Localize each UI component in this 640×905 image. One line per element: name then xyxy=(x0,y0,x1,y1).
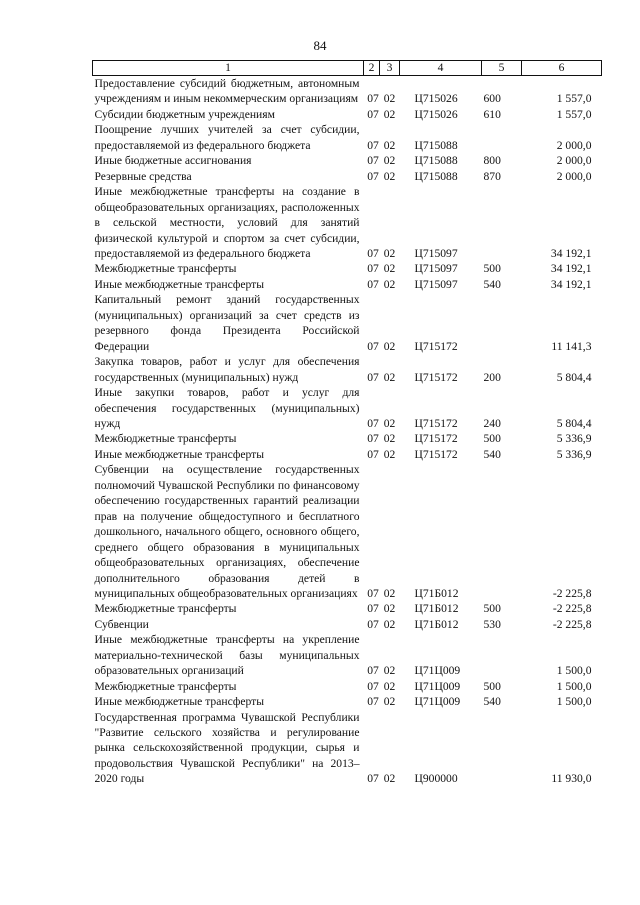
row-amount: 2 000,0 xyxy=(556,138,592,152)
row-expense-type: 500 xyxy=(483,602,501,616)
row-expense-type: 540 xyxy=(483,447,501,461)
row-target-article: Ц715172 xyxy=(414,370,458,384)
row-subsection: 02 xyxy=(383,617,396,631)
row-name: Субвенции xyxy=(94,617,149,631)
table-header xyxy=(93,61,602,76)
row-name: Межбюджетные трансферты xyxy=(94,262,237,276)
table-row xyxy=(93,710,602,787)
row-name: Закупка товаров, работ и услуг для обеспечения государственных (муниципальных) нужд xyxy=(94,355,360,384)
row-expense-type: 500 xyxy=(483,679,501,693)
row-target-article: Ц71Б012 xyxy=(414,617,459,631)
table-row xyxy=(93,292,602,354)
row-name: Государственная программа Чувашской Республики "Развитие сельского хозяйства и регулирование рынка сельскохозяйственной продукции, сырья и продовольствия Чувашской Республики" на 2013–2020 годы xyxy=(94,710,360,786)
row-name: Межбюджетные трансферты xyxy=(94,432,237,446)
row-amount: 5 804,4 xyxy=(556,416,592,430)
row-expense-type: 870 xyxy=(483,169,501,183)
row-name: Поощрение лучших учителей за счет субсидии, предоставляемой из федерального бюджета xyxy=(94,123,360,152)
row-target-article: Ц715172 xyxy=(414,416,458,430)
row-section: 07 xyxy=(367,695,379,709)
row-expense-type xyxy=(482,184,522,261)
column-header-section: 2 xyxy=(364,61,380,76)
row-subsection: 02 xyxy=(383,262,396,276)
row-target-article: Ц715097 xyxy=(414,246,458,260)
row-amount: 2 000,0 xyxy=(556,154,592,168)
row-amount: 1 500,0 xyxy=(556,695,592,709)
row-section: 07 xyxy=(367,246,379,260)
row-name: Резервные средства xyxy=(94,169,192,183)
row-section: 07 xyxy=(367,617,379,631)
row-subsection: 02 xyxy=(383,169,396,183)
row-expense-type xyxy=(482,122,522,153)
table-row xyxy=(93,601,602,616)
row-subsection: 02 xyxy=(383,277,396,291)
table-body xyxy=(93,76,602,787)
row-section: 07 xyxy=(367,138,379,152)
column-header-target-article: 4 xyxy=(400,61,482,76)
row-subsection: 02 xyxy=(383,447,396,461)
row-target-article: Ц715088 xyxy=(414,138,458,152)
row-section: 07 xyxy=(367,107,379,121)
row-name: Межбюджетные трансферты xyxy=(94,602,237,616)
row-name: Иные межбюджетные трансферты xyxy=(94,695,265,709)
row-amount: 5 804,4 xyxy=(556,370,592,384)
header-row xyxy=(93,61,602,76)
row-target-article: Ц715088 xyxy=(414,154,458,168)
row-target-article: Ц715026 xyxy=(414,107,458,121)
row-amount: 34 192,1 xyxy=(550,262,592,276)
row-expense-type: 500 xyxy=(483,432,501,446)
row-section: 07 xyxy=(367,277,379,291)
row-name: Иные закупки товаров, работ и услуг для обеспечения государственных (муниципальных) нужд xyxy=(94,386,360,430)
row-section: 07 xyxy=(367,679,379,693)
row-target-article: Ц715097 xyxy=(414,262,458,276)
row-amount: 5 336,9 xyxy=(556,432,592,446)
row-target-article: Ц715097 xyxy=(414,277,458,291)
row-section: 07 xyxy=(367,169,379,183)
row-section: 07 xyxy=(367,586,379,600)
column-header-expense-type: 5 xyxy=(482,61,522,76)
row-section: 07 xyxy=(367,772,379,786)
table-row xyxy=(93,385,602,431)
column-header-name: 1 xyxy=(93,61,364,76)
row-target-article: Ц900000 xyxy=(414,772,458,786)
row-expense-type xyxy=(482,292,522,354)
row-section: 07 xyxy=(367,339,379,353)
row-name: Иные межбюджетные трансферты на укрепление материально-технической базы муниципальных образовательных организаций xyxy=(94,633,360,678)
row-target-article: Ц715172 xyxy=(414,432,458,446)
row-expense-type: 540 xyxy=(483,695,501,709)
row-section: 07 xyxy=(367,447,379,461)
row-target-article: Ц71Б012 xyxy=(414,602,459,616)
row-subsection: 02 xyxy=(383,416,396,430)
row-subsection: 02 xyxy=(383,602,396,616)
row-subsection: 02 xyxy=(383,138,396,152)
column-header-amount: 6 xyxy=(522,61,602,76)
row-section: 07 xyxy=(367,262,379,276)
row-amount: 2 000,0 xyxy=(556,169,592,183)
row-target-article: Ц715088 xyxy=(414,169,458,183)
table-row xyxy=(93,617,602,632)
row-expense-type xyxy=(482,462,522,601)
row-expense-type: 800 xyxy=(483,154,501,168)
column-header-subsection: 3 xyxy=(380,61,400,76)
table-row xyxy=(93,107,602,122)
table-row xyxy=(93,122,602,153)
budget-table xyxy=(92,60,602,787)
row-section: 07 xyxy=(367,92,379,106)
row-amount: -2 225,8 xyxy=(552,617,592,631)
row-target-article: Ц71Ц009 xyxy=(414,695,461,709)
row-name: Иные межбюджетные трансферты xyxy=(94,277,265,291)
row-section: 07 xyxy=(367,416,379,430)
table-row xyxy=(93,184,602,261)
row-target-article: Ц715026 xyxy=(414,92,458,106)
row-expense-type: 600 xyxy=(483,92,501,106)
row-target-article: Ц715172 xyxy=(414,339,458,353)
row-target-article: Ц71Ц009 xyxy=(414,664,461,678)
row-expense-type: 610 xyxy=(483,107,501,121)
row-section: 07 xyxy=(367,432,379,446)
row-amount: 11 930,0 xyxy=(551,772,592,786)
row-name: Предоставление субсидий бюджетным, автономным учреждениям и иным некоммерческим организациям xyxy=(94,77,360,106)
row-section: 07 xyxy=(367,664,379,678)
row-name: Иные бюджетные ассигнования xyxy=(94,154,252,168)
row-expense-type: 200 xyxy=(483,370,501,384)
table-row xyxy=(93,462,602,601)
table-row xyxy=(93,354,602,385)
row-subsection: 02 xyxy=(383,664,396,678)
row-name: Иные межбюджетные трансферты xyxy=(94,447,265,461)
row-expense-type: 530 xyxy=(483,617,501,631)
row-amount: 34 192,1 xyxy=(550,246,592,260)
row-expense-type: 500 xyxy=(483,262,501,276)
table-row xyxy=(93,679,602,694)
row-target-article: Ц71Б012 xyxy=(414,586,459,600)
row-subsection: 02 xyxy=(383,246,396,260)
row-section: 07 xyxy=(367,154,379,168)
row-name: Межбюджетные трансферты xyxy=(94,679,237,693)
row-subsection: 02 xyxy=(383,432,396,446)
table-row xyxy=(93,431,602,446)
row-amount: -2 225,8 xyxy=(552,602,592,616)
table-row xyxy=(93,169,602,184)
page-number: 84 xyxy=(313,38,327,53)
table-row xyxy=(93,153,602,168)
row-expense-type: 240 xyxy=(483,416,501,430)
row-target-article: Ц71Ц009 xyxy=(414,679,461,693)
table-row xyxy=(93,447,602,462)
row-name: Капитальный ремонт зданий государственных (муниципальных) организаций за счет средств из резервного фонда Президента Российской Федерации xyxy=(94,293,360,353)
row-target-article: Ц715172 xyxy=(414,447,458,461)
row-section: 07 xyxy=(367,602,379,616)
table-row xyxy=(93,261,602,276)
row-amount: 34 192,1 xyxy=(550,277,592,291)
row-amount: 11 141,3 xyxy=(551,339,592,353)
row-section: 07 xyxy=(367,370,379,384)
row-subsection: 02 xyxy=(383,586,396,600)
row-amount: 1 557,0 xyxy=(556,107,592,121)
row-subsection: 02 xyxy=(383,154,396,168)
row-subsection: 02 xyxy=(383,772,396,786)
row-subsection: 02 xyxy=(383,370,396,384)
row-expense-type xyxy=(482,632,522,678)
table-row xyxy=(93,694,602,709)
row-subsection: 02 xyxy=(383,339,396,353)
row-amount: -2 225,8 xyxy=(552,586,592,600)
row-subsection: 02 xyxy=(383,92,396,106)
row-subsection: 02 xyxy=(383,679,396,693)
row-subsection: 02 xyxy=(383,107,396,121)
row-name: Субвенции на осуществление государственных полномочий Чувашской Республики по финансовому обеспечению государственных гарантий реализации прав на получение общедоступного и бесплатного дошкольного, начального общего, основного общего, среднего общего образования в муниципальных общеобразовательных организациях, обеспечение дополнительного образования детей в муниципальных общеобразовательных организациях xyxy=(94,463,360,600)
row-name: Иные межбюджетные трансферты на создание в общеобразовательных организациях, расположенных в сельской местности, условий для занятий физической культурой и спортом за счет субсидии, предоставляемой из федерального бюджета xyxy=(94,185,360,260)
row-amount: 1 557,0 xyxy=(556,92,592,106)
row-amount: 1 500,0 xyxy=(556,679,592,693)
row-name: Субсидии бюджетным учреждениям xyxy=(94,107,275,121)
table-row xyxy=(93,76,602,107)
table-row xyxy=(93,632,602,678)
row-amount: 1 500,0 xyxy=(556,664,592,678)
row-subsection: 02 xyxy=(383,695,396,709)
row-amount: 5 336,9 xyxy=(556,447,592,461)
row-expense-type xyxy=(482,710,522,787)
table-row xyxy=(93,277,602,292)
row-expense-type: 540 xyxy=(483,277,501,291)
